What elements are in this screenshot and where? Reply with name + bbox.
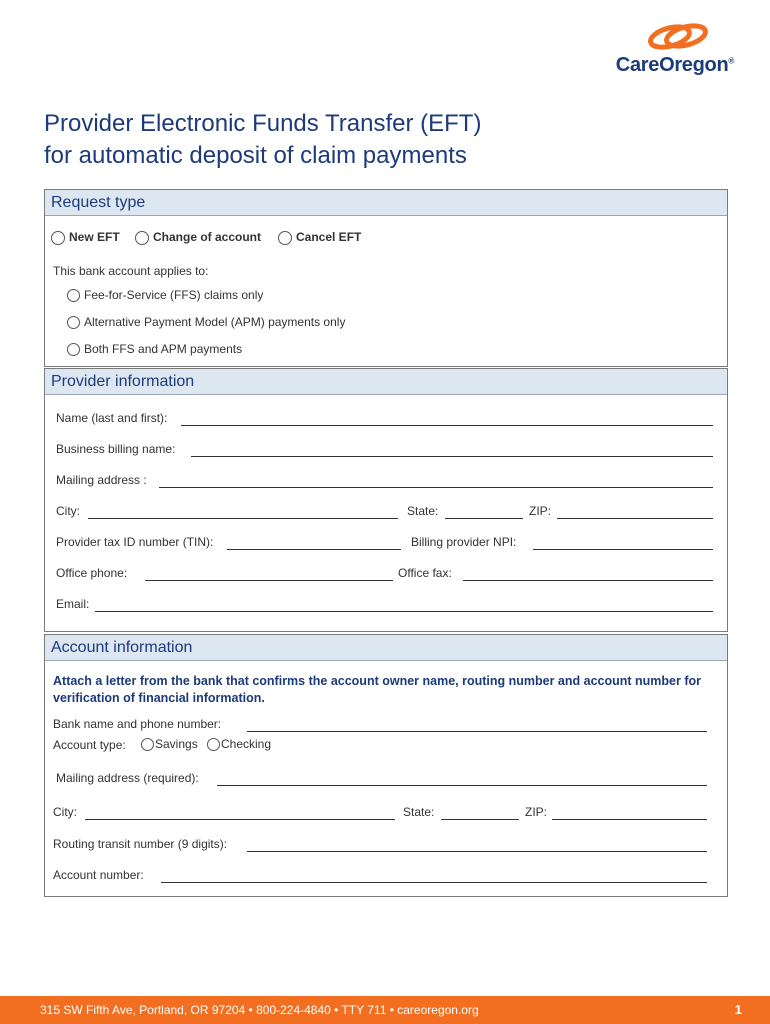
provider-city-field[interactable] (88, 518, 398, 519)
bank-name-phone-field[interactable] (247, 731, 707, 732)
radio-checking[interactable] (207, 738, 220, 751)
radio-ffs[interactable] (67, 289, 80, 302)
section-heading-account-information: Account information (45, 635, 727, 661)
billing-npi-label: Billing provider NPI: (411, 535, 517, 549)
bank-name-phone-label: Bank name and phone number: (53, 717, 222, 731)
applies-ffs-option[interactable]: Fee-for-Service (FFS) claims only (67, 288, 263, 302)
email-field[interactable] (95, 611, 713, 612)
business-billing-name-label: Business billing name: (56, 442, 176, 456)
title-line-1: Provider Electronic Funds Transfer (EFT) (44, 110, 482, 137)
provider-city-label: City: (56, 504, 80, 518)
email-label: Email: (56, 597, 90, 611)
office-fax-field[interactable] (463, 580, 713, 581)
billing-npi-field[interactable] (533, 549, 713, 550)
provider-zip-field[interactable] (557, 518, 713, 519)
routing-number-label: Routing transit number (9 digits): (53, 837, 228, 851)
section-heading-request-type: Request type (45, 190, 727, 216)
account-information-section (44, 634, 728, 897)
provider-mailing-address-label: Mailing address : (56, 473, 147, 487)
request-change-account-option[interactable]: Change of account (135, 230, 261, 245)
title-line-2: for automatic deposit of claim payments (44, 142, 467, 169)
request-cancel-eft-option[interactable]: Cancel EFT (278, 230, 361, 245)
office-fax-label: Office fax: (398, 566, 452, 580)
account-number-field[interactable] (161, 882, 707, 883)
provider-mailing-address-field[interactable] (159, 487, 713, 488)
account-number-label: Account number: (53, 868, 144, 882)
provider-state-label: State: (407, 504, 439, 518)
office-phone-field[interactable] (145, 580, 393, 581)
careoregon-logo (614, 22, 734, 82)
office-phone-label: Office phone: (56, 566, 128, 580)
provider-state-field[interactable] (445, 518, 523, 519)
account-zip-field[interactable] (552, 819, 707, 820)
careoregon-swirl-icon (646, 22, 710, 54)
applies-to-label: This bank account applies to: (53, 264, 209, 278)
provider-tin-label: Provider tax ID number (TIN): (56, 535, 214, 549)
account-mailing-address-label: Mailing address (required): (56, 771, 199, 785)
provider-name-field[interactable] (181, 425, 713, 426)
logo-wordmark: CareOregon® (615, 54, 734, 76)
section-heading-provider-information: Provider information (45, 369, 727, 395)
business-billing-name-field[interactable] (191, 456, 713, 457)
radio-savings[interactable] (141, 738, 154, 751)
applies-apm-option[interactable]: Alternative Payment Model (APM) payments only (67, 315, 345, 329)
provider-zip-label: ZIP: (529, 504, 552, 518)
page-number: 1 (734, 1002, 742, 1017)
account-type-label: Account type: (53, 738, 126, 752)
provider-information-section (44, 368, 728, 632)
bank-letter-instruction: Attach a letter from the bank that confirms the account owner name, routing number and account number for verification of financial information. (53, 674, 701, 705)
account-state-field[interactable] (441, 819, 519, 820)
provider-name-label: Name (last and first): (56, 411, 168, 425)
radio-cancel-eft[interactable] (278, 231, 292, 245)
account-type-savings-option[interactable]: Savings (141, 737, 198, 751)
provider-tin-field[interactable] (227, 549, 401, 550)
account-city-field[interactable] (85, 819, 395, 820)
page-title (44, 108, 684, 172)
account-state-label: State: (403, 805, 435, 819)
request-type-section (44, 189, 728, 367)
radio-change-of-account[interactable] (135, 231, 149, 245)
radio-both[interactable] (67, 343, 80, 356)
account-mailing-address-field[interactable] (217, 785, 707, 786)
footer-contact-info: 315 SW Fifth Ave, Portland, OR 97204 • 800-224-4840 • TTY 711 • careoregon.org (40, 1003, 479, 1017)
applies-both-option[interactable]: Both FFS and APM payments (67, 342, 242, 356)
request-new-eft-option[interactable]: New EFT (51, 230, 120, 245)
account-zip-label: ZIP: (525, 805, 548, 819)
routing-number-field[interactable] (247, 851, 707, 852)
radio-apm[interactable] (67, 316, 80, 329)
radio-new-eft[interactable] (51, 231, 65, 245)
page-footer (0, 996, 770, 1024)
account-type-checking-option[interactable]: Checking (207, 737, 271, 751)
account-city-label: City: (53, 805, 77, 819)
